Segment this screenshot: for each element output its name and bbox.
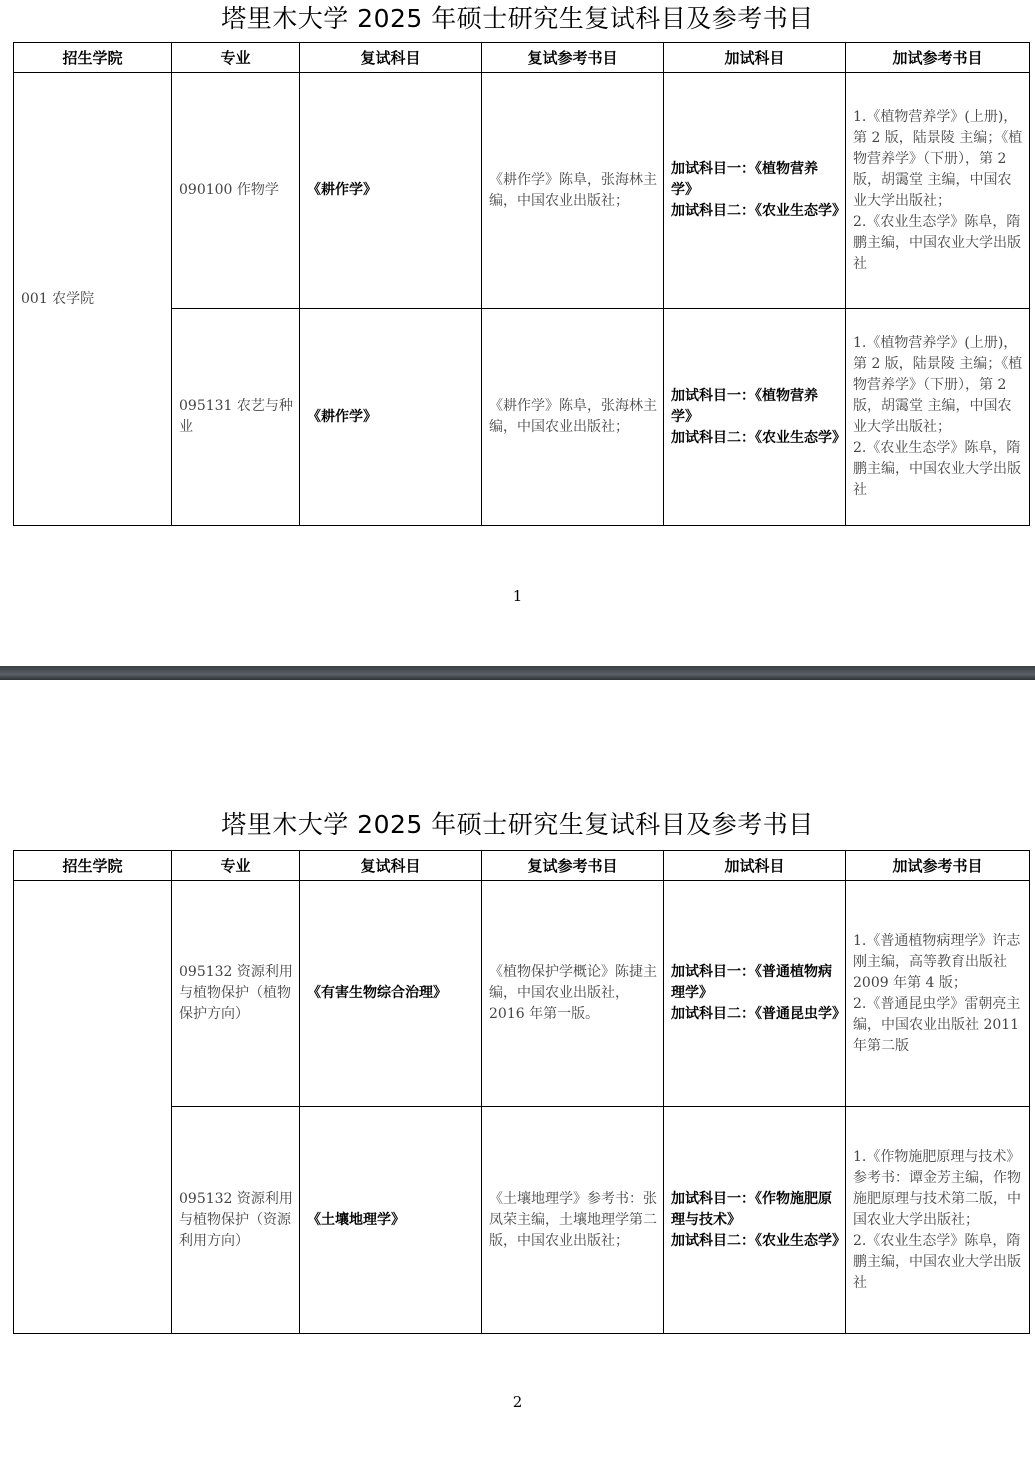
subject-cell: 《耕作学》 [300,309,482,526]
extra-books-cell: 1.《普通植物病理学》许志刚主编，高等教育出版社 2009 年第 4 版； 2.《普通昆虫学》雷朝亮主编，中国农业出版社 2011 年第二版 [846,881,1030,1107]
table-row [14,73,1030,309]
major-cell: 095132 资源利用与植物保护（植物保护方向） [172,881,300,1107]
header-subject: 复试科目 [300,43,482,73]
books-cell: 《土壤地理学》参考书：张凤荣主编，土壤地理学第二版，中国农业出版社； [482,1107,664,1334]
header-extra-subject: 加试科目 [664,851,846,881]
document-page-1 [0,0,1035,666]
header-extra-books: 加试参考书目 [846,43,1030,73]
header-extra-books: 加试参考书目 [846,851,1030,881]
extra-books-cell: 1.《作物施肥原理与技术》参考书：谭金芳主编，作物施肥原理与技术第二版，中国农业大学出版社； 2.《农业生态学》陈阜，隋鹏主编，中国农业大学出版社 [846,1107,1030,1334]
header-college: 招生学院 [14,43,172,73]
extra-books-cell: 1.《植物营养学》(上册)，第 2 版，陆景陵 主编；《植物营养学》（下册），第 2 版，胡霭堂 主编，中国农业大学出版社； 2.《农业生态学》陈阜，隋鹏主编，中国农业大学出版社 [846,309,1030,526]
table-row [14,881,1030,1107]
page-title: 塔里木大学 2025 年硕士研究生复试科目及参考书目 [221,4,814,33]
header-major: 专业 [172,851,300,881]
extra-subject-cell: 加试科目一：《植物营养学》 加试科目二：《农业生态学》 [664,73,846,309]
books-cell: 《耕作学》陈阜，张海林主编，中国农业出版社； [482,309,664,526]
page-number: 2 [512,1393,523,1411]
college-cell [14,881,172,1334]
major-cell: 095132 资源利用与植物保护（资源利用方向） [172,1107,300,1334]
exam-table-page-1 [13,42,1030,526]
exam-table-page-2 [13,850,1030,1334]
header-extra-subject: 加试科目 [664,43,846,73]
subject-cell: 《耕作学》 [300,73,482,309]
header-books: 复试参考书目 [482,851,664,881]
document-page-2 [0,680,1035,1463]
header-college: 招生学院 [14,851,172,881]
college-cell: 001 农学院 [14,73,172,526]
extra-books-cell: 1.《植物营养学》(上册)，第 2 版，陆景陵 主编；《植物营养学》（下册），第 2 版，胡霭堂 主编，中国农业大学出版社； 2.《农业生态学》陈阜，隋鹏主编，中国农业大学出版社 [846,73,1030,309]
extra-subject-cell: 加试科目一：《植物营养学》 加试科目二：《农业生态学》 [664,309,846,526]
table-header-row [14,43,1030,73]
page-number: 1 [512,587,523,605]
table-header-row [14,851,1030,881]
subject-cell: 《土壤地理学》 [300,1107,482,1334]
header-major: 专业 [172,43,300,73]
books-cell: 《植物保护学概论》陈捷主编，中国农业出版社，2016 年第一版。 [482,881,664,1107]
header-books: 复试参考书目 [482,43,664,73]
extra-subject-cell: 加试科目一：《普通植物病理学》 加试科目二：《普通昆虫学》 [664,881,846,1107]
page-separator [0,666,1035,680]
major-cell: 095131 农艺与种业 [172,309,300,526]
header-subject: 复试科目 [300,851,482,881]
books-cell: 《耕作学》陈阜，张海林主编，中国农业出版社； [482,73,664,309]
page-title: 塔里木大学 2025 年硕士研究生复试科目及参考书目 [221,810,814,839]
subject-cell: 《有害生物综合治理》 [300,881,482,1107]
major-cell: 090100 作物学 [172,73,300,309]
extra-subject-cell: 加试科目一：《作物施肥原理与技术》 加试科目二：《农业生态学》 [664,1107,846,1334]
